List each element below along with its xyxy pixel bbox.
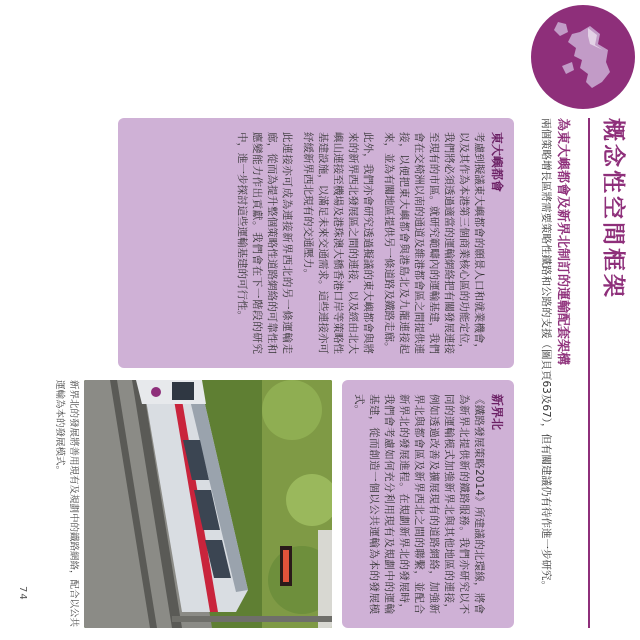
page-number: 74 [17, 586, 28, 601]
photo-caption: 新界北的發展將善用現有及規劃中的鐵路網絡，配合以公共運輸為本的發展模式。 [54, 380, 79, 628]
transport-plan-intro: 兩個策略增長區將需要策略性鐵路和公路的支援（圖貝頁63及67），但有關建議仍有待作進一步研究。 [540, 118, 552, 591]
section-header [532, 0, 640, 640]
hong-kong-map-icon [528, 2, 638, 112]
east-lantau-title: 東大嶼都會 [490, 132, 504, 193]
new-territories-north-box [342, 380, 514, 628]
east-lantau-paragraph-2: 此外，我們亦會研究透過擬議的東大嶼都會與將來的新界西北發展區之間的連接，以及經由北大嶼山連接至機場及港珠澳大橋香港口岸等策略性基建設施，以滿足未來交通需求。這些連接亦可紓緩新界西北現有的交通壓力。 [302, 132, 374, 354]
section-title: 概念性空間框架 [600, 118, 626, 300]
east-lantau-box [118, 118, 514, 368]
new-territories-north-title: 新界北 [490, 394, 504, 431]
east-lantau-paragraph-1: 考慮到擬議東大嶼都會的願景人口和就業機會，以及其作為本港第三個商業核心區的功能定位，我們將必須透過適當的運輸網絡把有關發展連接至現有的市區。就研究範疇內的運輸基建，我們會在交椅洲以南的通道及維港都會區之間提供連接，以便把東大嶼都會與港島北及九龍連接起來，並為有關地區提供另一條道路及鐵路走廊。 [383, 132, 485, 354]
new-territories-north-paragraph-1: 《鐵路發展策略2014》所建議的北環線，將會為新界北提供新的鐵路服務。我們亦研究以不同的運輸模式加強新界北與其他地區的連接，例如透過改善及擴展現有的道路網絡，加強新界北與都會區及新界西北之間的聯繫，並配合新界北的發展進程。在規劃新界北的發展時，我們會考慮如何充分利用現有及規劃中的運輸基建，從而創造一個以公共運輸為本的發展模式。 [353, 394, 485, 614]
light-rail-photo [84, 380, 332, 628]
east-lantau-paragraph-3: 此連接亦可成為連接新界西北的另一條運輸走廊，從而為提升整個策略性道路網絡的可靠性和應變能力作出貢獻。我們會在下一階段的研究中，進一步探討這些運輸基建的可行性。 [236, 132, 293, 354]
transport-plan-heading: 為東大嶼都會及新界北制訂的運輸配套架構 [555, 118, 570, 366]
header-divider [588, 118, 590, 628]
